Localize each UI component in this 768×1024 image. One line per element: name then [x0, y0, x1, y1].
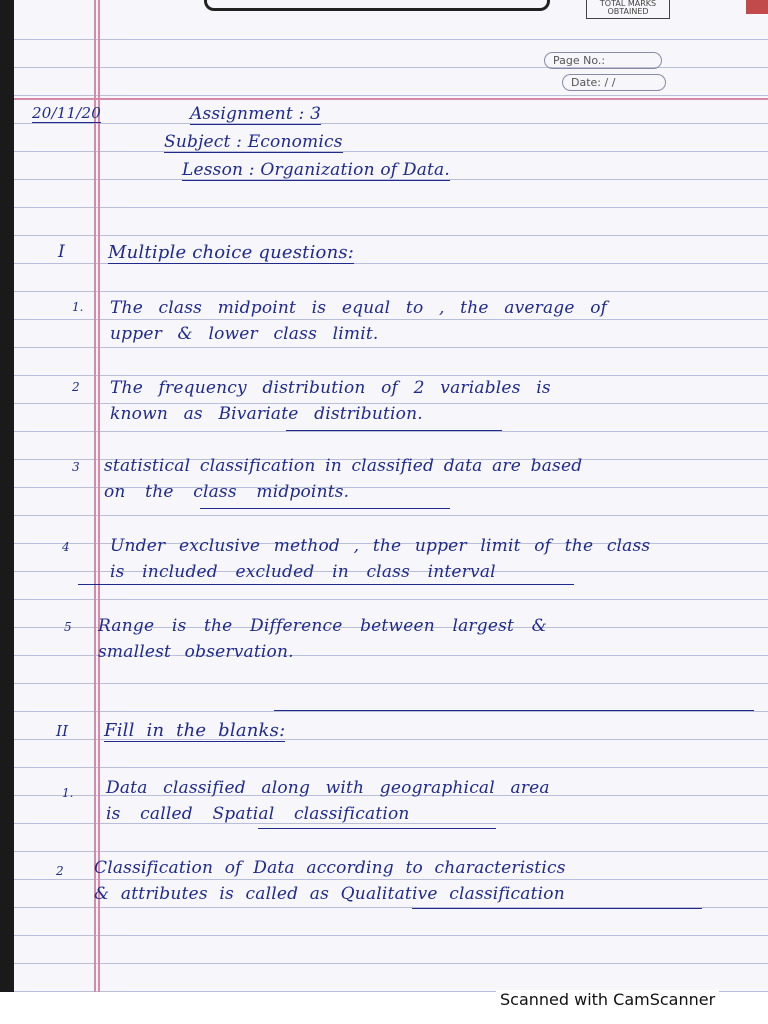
mcq-line: Range is the Difference between largest &: [98, 616, 547, 636]
mcq-line: known as Bivariate distribution.: [110, 404, 423, 424]
scanner-watermark: Scanned with CamScanner: [496, 990, 719, 1009]
answer-underline: [286, 430, 502, 431]
answer-underline: [258, 828, 496, 829]
margin-line: [98, 0, 100, 992]
fill-line: is called Spatial classification: [106, 804, 410, 824]
mcq-line: on the class midpoints.: [104, 482, 350, 502]
mcq-line: upper & lower class limit.: [110, 324, 379, 344]
mcq-line: smallest observation.: [98, 642, 294, 662]
fill-line: & attributes is called as Qualitative classification: [94, 884, 565, 904]
mcq-line: The class midpoint is equal to , the average of: [110, 298, 608, 318]
item-number: 2: [72, 380, 80, 394]
mcq-line: statistical classification in classified data are based: [104, 456, 583, 476]
section-title-mcq: Multiple choice questions:: [108, 242, 355, 263]
item-number: 2: [56, 864, 64, 878]
page-no-label: Page No.:: [544, 52, 662, 69]
fill-line: Classification of Data according to characteristics: [94, 858, 566, 878]
doc-date: 20/11/20: [32, 104, 101, 122]
margin-line: [94, 0, 96, 992]
doc-lesson: Lesson : Organization of Data.: [182, 160, 450, 180]
header-rule: [14, 98, 768, 100]
notebook-page: [14, 0, 768, 992]
answer-underline: [200, 508, 450, 509]
marks-box: TOTAL MARKS OBTAINED: [586, 0, 670, 19]
corner-tab: [746, 0, 768, 14]
item-number: 1.: [72, 300, 84, 314]
item-number: 4: [62, 540, 70, 554]
mcq-line: is included excluded in class interval: [110, 562, 496, 582]
mcq-line: The frequency distribution of 2 variables is: [110, 378, 551, 398]
item-number: 1.: [62, 786, 74, 800]
section-divider: [274, 710, 754, 711]
item-number: 3: [72, 460, 80, 474]
section-number-fill: II: [56, 722, 69, 740]
fill-line: Data classified along with geographical area: [106, 778, 550, 798]
doc-title: Assignment : 3: [190, 104, 322, 124]
item-number: 5: [64, 620, 72, 634]
answer-underline: [78, 584, 574, 585]
section-number-mcq: I: [58, 242, 65, 262]
date-label: Date: / /: [562, 74, 666, 91]
mcq-line: Under exclusive method , the upper limit of the class: [110, 536, 651, 556]
answer-underline: [412, 908, 702, 909]
doc-subject: Subject : Economics: [164, 132, 343, 152]
binder-clip: [204, 0, 550, 11]
section-title-fill: Fill in the blanks:: [104, 720, 286, 741]
